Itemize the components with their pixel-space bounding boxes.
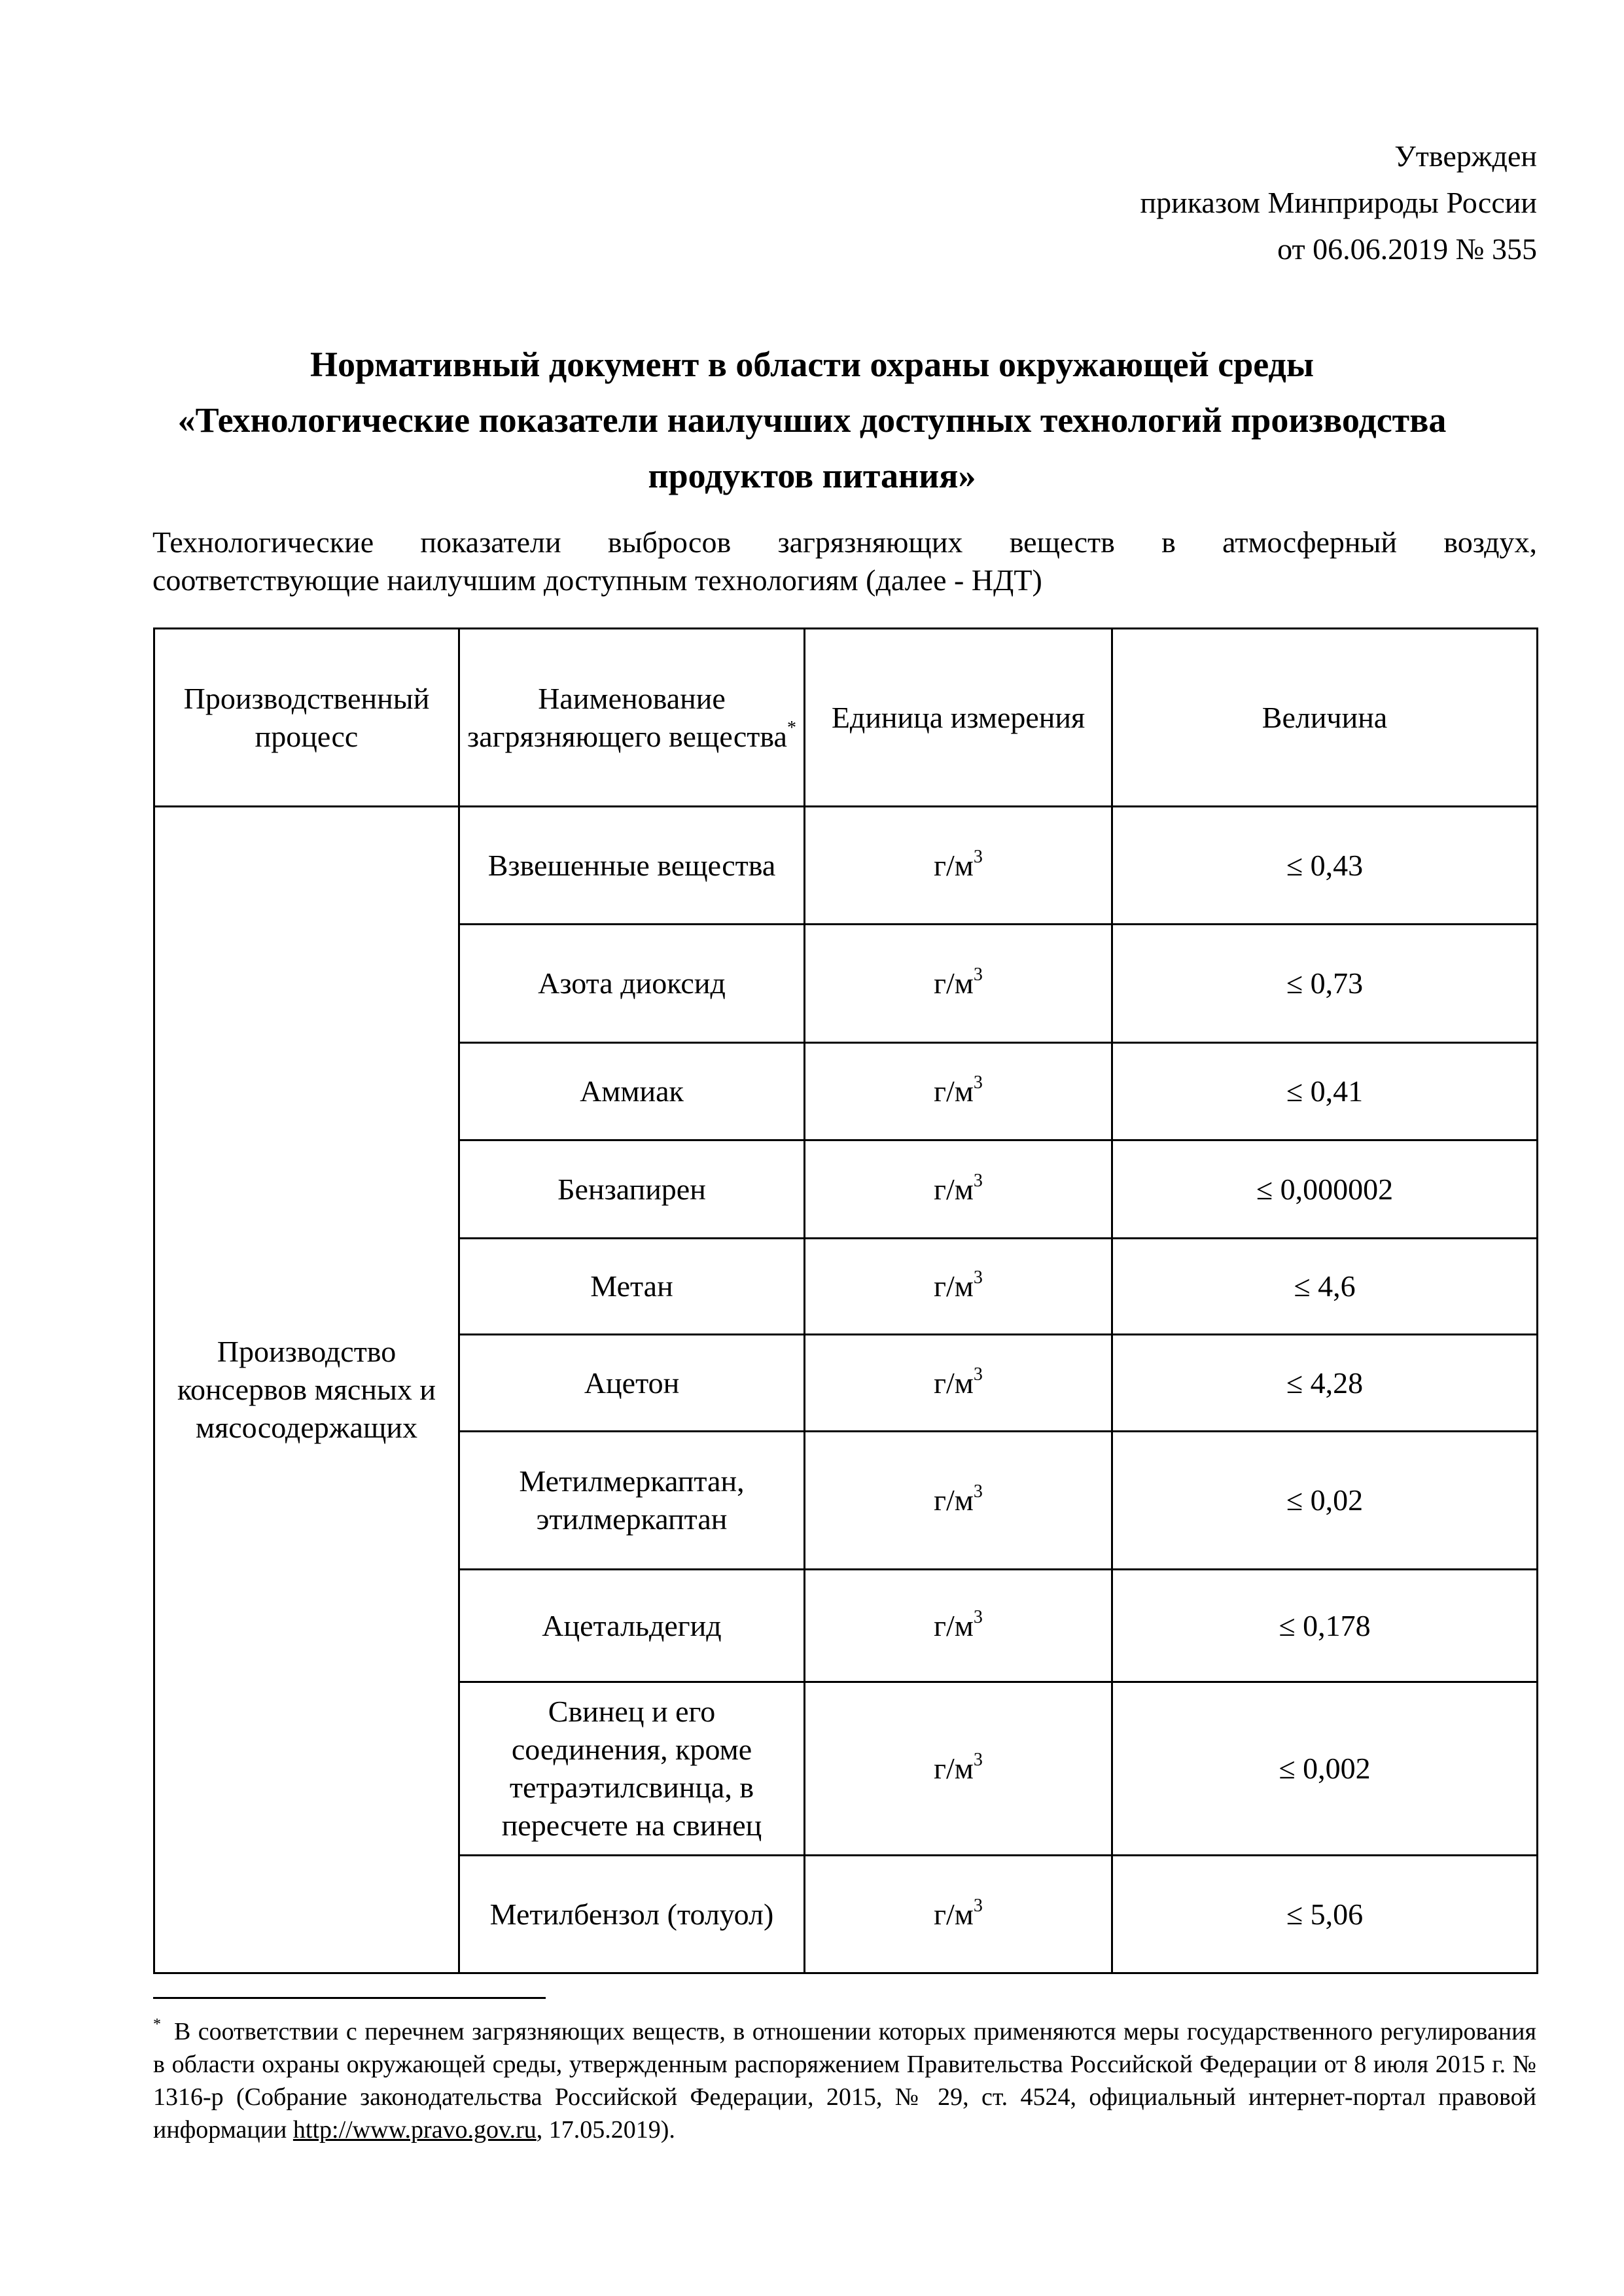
substance-cell: Метилмеркаптан, этилмеркаптан <box>459 1432 805 1570</box>
unit-cell <box>805 807 1112 925</box>
pravo-gov-link[interactable]: http://www.pravo.gov.ru <box>292 2116 537 2144</box>
header-substance <box>459 629 805 807</box>
substance-cell: Ацетон <box>459 1335 805 1432</box>
substance-cell: Ацетальдегид <box>459 1570 805 1682</box>
unit-base: г/м <box>934 1897 974 1931</box>
title-line-2: «Технологические показатели наилучших доступных технологий производства <box>177 400 1447 440</box>
unit-base: г/м <box>934 1366 974 1400</box>
unit-base: г/м <box>934 1608 974 1642</box>
substance-cell: Азота диоксид <box>459 925 805 1043</box>
substance-cell: Аммиак <box>459 1043 805 1140</box>
header-process: Производственный процесс <box>154 629 459 807</box>
approval-line-approved: Утвержден <box>1394 139 1537 173</box>
unit-base: г/м <box>934 1752 974 1785</box>
value-cell: ≤ 4,6 <box>1112 1239 1538 1335</box>
intro-line-2: соответствующие наилучшим доступным технологиям (далее - НДТ) <box>152 563 1042 597</box>
unit-base: г/м <box>934 1172 974 1206</box>
value-cell: ≤ 0,43 <box>1112 807 1538 925</box>
document-title <box>131 337 1493 504</box>
approval-line-date: от 06.06.2019 № 355 <box>1277 232 1537 266</box>
value-cell: ≤ 0,73 <box>1112 925 1538 1043</box>
footnote-text: В соответствии с перечнем загрязняющих веществ, в отношении которых применяются меры государственного регулирования в области охраны окружающей среды, утвержденным распоряжением Правительства Российской Федерации от 8 июля 2015 г. № 1316-р (Собрание законодательства Российской Федерации, 2015, № 29, ст. 4524, официальный интернет-портал правовой информации <box>153 2018 1536 2144</box>
unit-exponent: 3 <box>973 1267 983 1288</box>
substance-cell: Метан <box>459 1239 805 1335</box>
unit-base: г/м <box>934 966 974 1000</box>
substance-cell: Свинец и его соединения, кроме тетраэтилсвинца, в пересчете на свинец <box>459 1682 805 1856</box>
substance-cell: Метилбензол (толуол) <box>459 1856 805 1973</box>
unit-cell <box>805 1856 1112 1973</box>
unit-cell <box>805 1432 1112 1570</box>
unit-cell <box>805 925 1112 1043</box>
header-unit: Единица измерения <box>805 629 1112 807</box>
value-cell: ≤ 0,178 <box>1112 1570 1538 1682</box>
unit-cell <box>805 1043 1112 1140</box>
approval-block <box>1140 133 1537 272</box>
footnote-mark: * <box>786 717 796 738</box>
unit-exponent: 3 <box>973 846 983 867</box>
unit-exponent: 3 <box>973 1895 983 1916</box>
unit-exponent: 3 <box>973 1606 983 1627</box>
intro-line-1: Технологические показатели выбросов загрязняющих веществ в атмосферный воздух, <box>152 525 1537 559</box>
unit-cell <box>805 1682 1112 1856</box>
table-row <box>154 807 1538 925</box>
intro-paragraph <box>152 523 1537 599</box>
footnote-separator <box>153 1997 546 1999</box>
unit-cell <box>805 1239 1112 1335</box>
unit-cell <box>805 1570 1112 1682</box>
unit-exponent: 3 <box>973 1481 983 1502</box>
value-cell: ≤ 5,06 <box>1112 1856 1538 1973</box>
value-cell: ≤ 0,41 <box>1112 1043 1538 1140</box>
value-cell: ≤ 0,002 <box>1112 1682 1538 1856</box>
unit-base: г/м <box>934 1269 974 1303</box>
unit-base: г/м <box>934 1483 974 1517</box>
approval-line-order: приказом Минприроды России <box>1140 186 1537 219</box>
substance-cell: Бензапирен <box>459 1140 805 1239</box>
title-line-3: продуктов питания» <box>648 456 976 495</box>
footnote-mark: * <box>153 2016 161 2033</box>
unit-base: г/м <box>934 848 974 882</box>
footnote <box>153 2015 1536 2146</box>
unit-exponent: 3 <box>973 1072 983 1093</box>
unit-base: г/м <box>934 1074 974 1108</box>
title-line-1: Нормативный документ в области охраны окружающей среды <box>310 345 1314 384</box>
unit-cell <box>805 1335 1112 1432</box>
header-value: Величина <box>1112 629 1538 807</box>
unit-exponent: 3 <box>973 964 983 985</box>
unit-exponent: 3 <box>973 1750 983 1770</box>
substance-cell: Взвешенные вещества <box>459 807 805 925</box>
process-cell: Производство консервов мясных и мясосодержащих <box>154 807 459 1973</box>
unit-exponent: 3 <box>973 1364 983 1385</box>
emission-norms-table <box>153 627 1538 1974</box>
header-substance-label: Наименование загрязняющего вещества <box>467 681 787 753</box>
value-cell: ≤ 4,28 <box>1112 1335 1538 1432</box>
unit-exponent: 3 <box>973 1170 983 1191</box>
unit-cell <box>805 1140 1112 1239</box>
footnote-text-end: , 17.05.2019). <box>536 2116 675 2144</box>
value-cell: ≤ 0,02 <box>1112 1432 1538 1570</box>
value-cell: ≤ 0,000002 <box>1112 1140 1538 1239</box>
table-header-row <box>154 629 1538 807</box>
